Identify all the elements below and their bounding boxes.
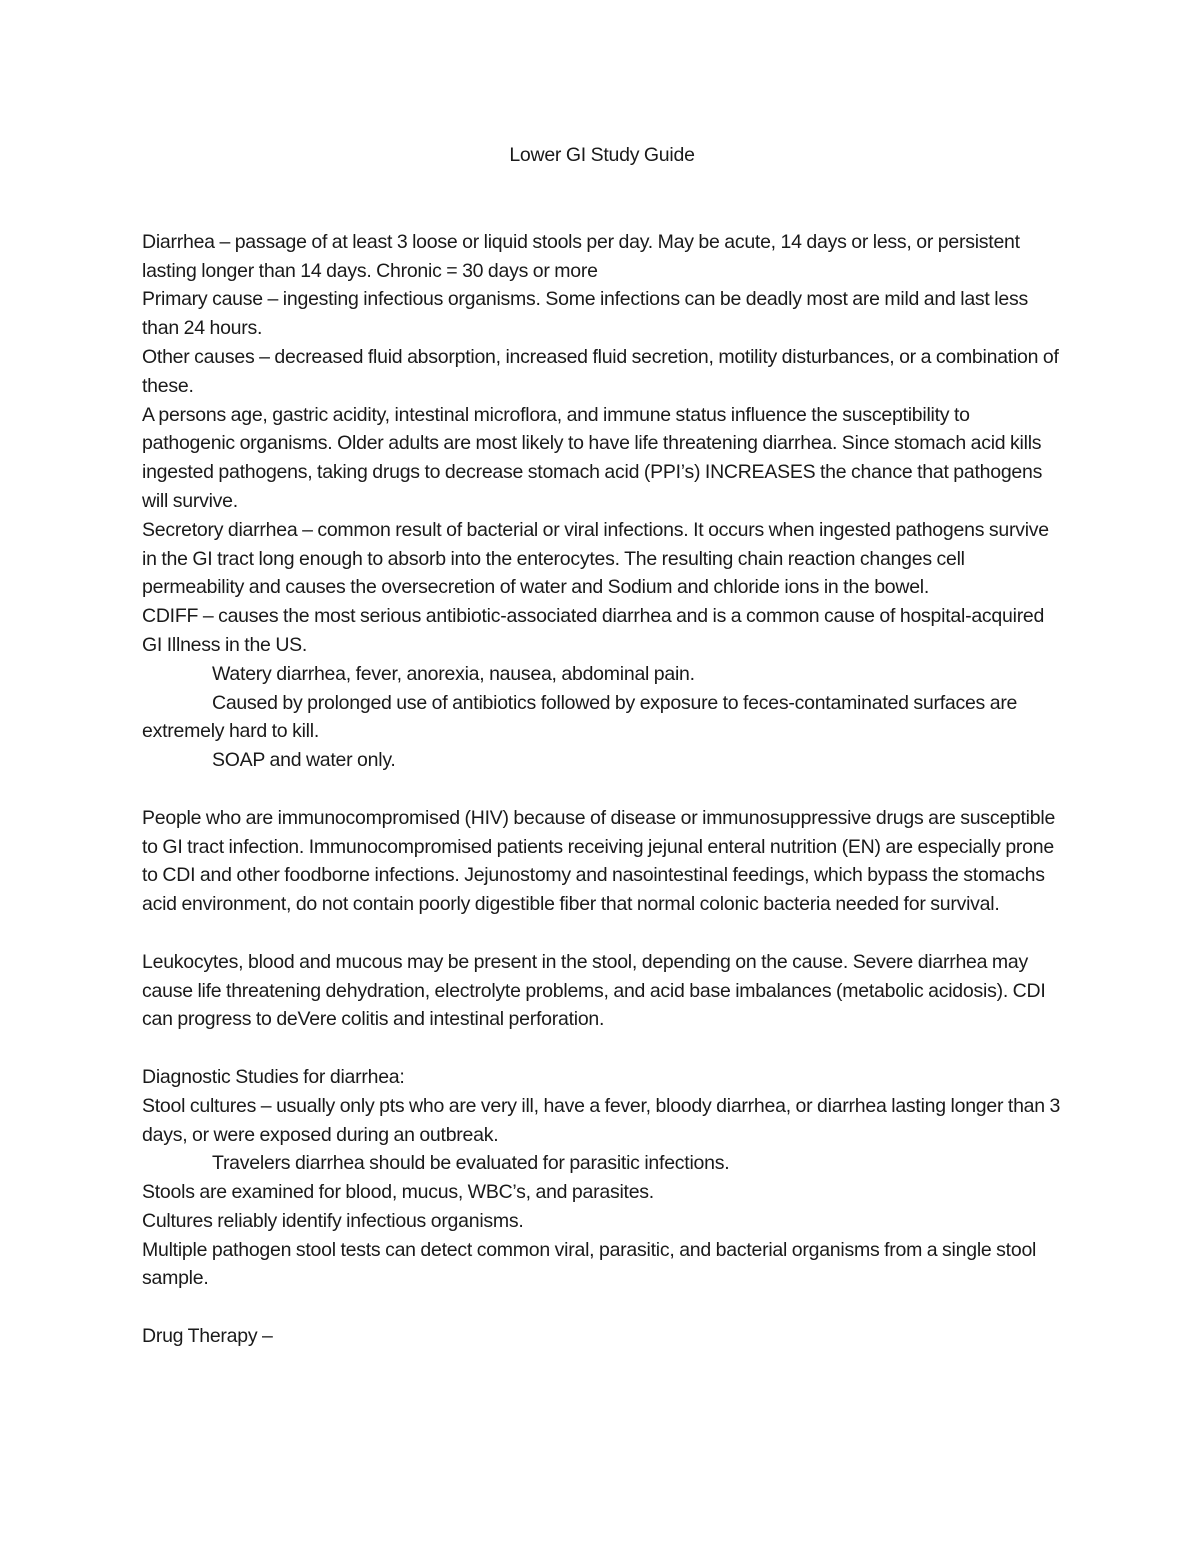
blank-line	[142, 919, 1062, 948]
paragraph-stool-cultures: Stool cultures – usually only pts who are very ill, have a fever, bloody diarrhea, or diarrhea lasting longer than 3 days, or were exposed during an outbreak.	[142, 1094, 1061, 1146]
heading-drug-therapy: Drug Therapy –	[142, 1325, 273, 1348]
paragraph-travelers-diarrhea: Travelers diarrhea should be evaluated for parasitic infections.	[212, 1152, 730, 1175]
paragraph-susceptibility: A persons age, gastric acidity, intestinal microflora, and immune status influence the susceptibility to pathogenic organisms. Older adults are most likely to have life threatening diarrhea. Since stomach acid kills ingested pathogens, taking drugs to decrease stomach acid (PPI’s) INCREASES the chance that pathogens will survive.	[142, 403, 1043, 512]
paragraph-cdiff-soap: SOAP and water only.	[212, 749, 396, 772]
paragraph-cdiff-cause: Caused by prolonged use of antibiotics followed by exposure to feces-contaminated surfaces are extremely hard to kill.	[142, 691, 1018, 743]
paragraph-other-causes: Other causes – decreased fluid absorption, increased fluid secretion, motility disturbances, or a combination of these.	[142, 345, 1059, 397]
heading-diagnostic-studies: Diagnostic Studies for diarrhea:	[142, 1065, 405, 1088]
paragraph-immunocompromised: People who are immunocompromised (HIV) because of disease or immunosuppressive drugs are susceptible to GI tract infection. Immunocompromised patients receiving jejunal enteral nutrition (EN) are especially prone to CDI and other foodborne infections. Jejunostomy and nasointestinal feedings, which bypass the stomachs acid environment, do not contain poorly digestible fiber that normal colonic bacteria needed for survival.	[142, 806, 1056, 916]
paragraph-cultures: Cultures reliably identify infectious organisms.	[142, 1209, 524, 1232]
paragraph-cdiff: CDIFF – causes the most serious antibiotic-associated diarrhea and is a common cause of hospital-acquired GI Illness in the US.	[142, 605, 1045, 656]
document-body	[142, 141, 1062, 1351]
paragraph-secretory-diarrhea: Secretory diarrhea – common result of bacterial or viral infections. It occurs when ingested pathogens survive in the GI tract long enough to absorb into the enterocytes. The resulting chain reaction changes cell permeability and causes the oversecretion of water and Sodium and chloride ions in the bowel.	[142, 518, 1049, 599]
blank-line	[142, 1293, 1062, 1322]
paragraph-cdiff-symptoms: Watery diarrhea, fever, anorexia, nausea, abdominal pain.	[212, 662, 695, 685]
paragraph-stool-findings: Leukocytes, blood and mucous may be present in the stool, depending on the cause. Severe diarrhea may cause life threatening dehydration, electrolyte problems, and acid base imbalances (metabolic acidosis). CDI can progress to deVere colitis and intestinal perforation.	[142, 950, 1046, 1031]
paragraph-diarrhea-definition: Diarrhea – passage of at least 3 loose or liquid stools per day. May be acute, 14 days or less, or persistent lasting longer than 14 days. Chronic = 30 days or more	[142, 230, 1020, 282]
paragraph-multiple-pathogen-tests: Multiple pathogen stool tests can detect common viral, parasitic, and bacterial organisms from a single stool sample.	[142, 1238, 1037, 1290]
blank-line	[142, 1034, 1062, 1063]
paragraph-primary-cause: Primary cause – ingesting infectious organisms. Some infections can be deadly most are mild and last less than 24 hours.	[142, 288, 1028, 340]
paragraph-stool-examination: Stools are examined for blood, mucus, WBC’s, and parasites.	[142, 1181, 654, 1204]
blank-line	[142, 775, 1062, 804]
document-title: Lower GI Study Guide	[509, 144, 695, 166]
